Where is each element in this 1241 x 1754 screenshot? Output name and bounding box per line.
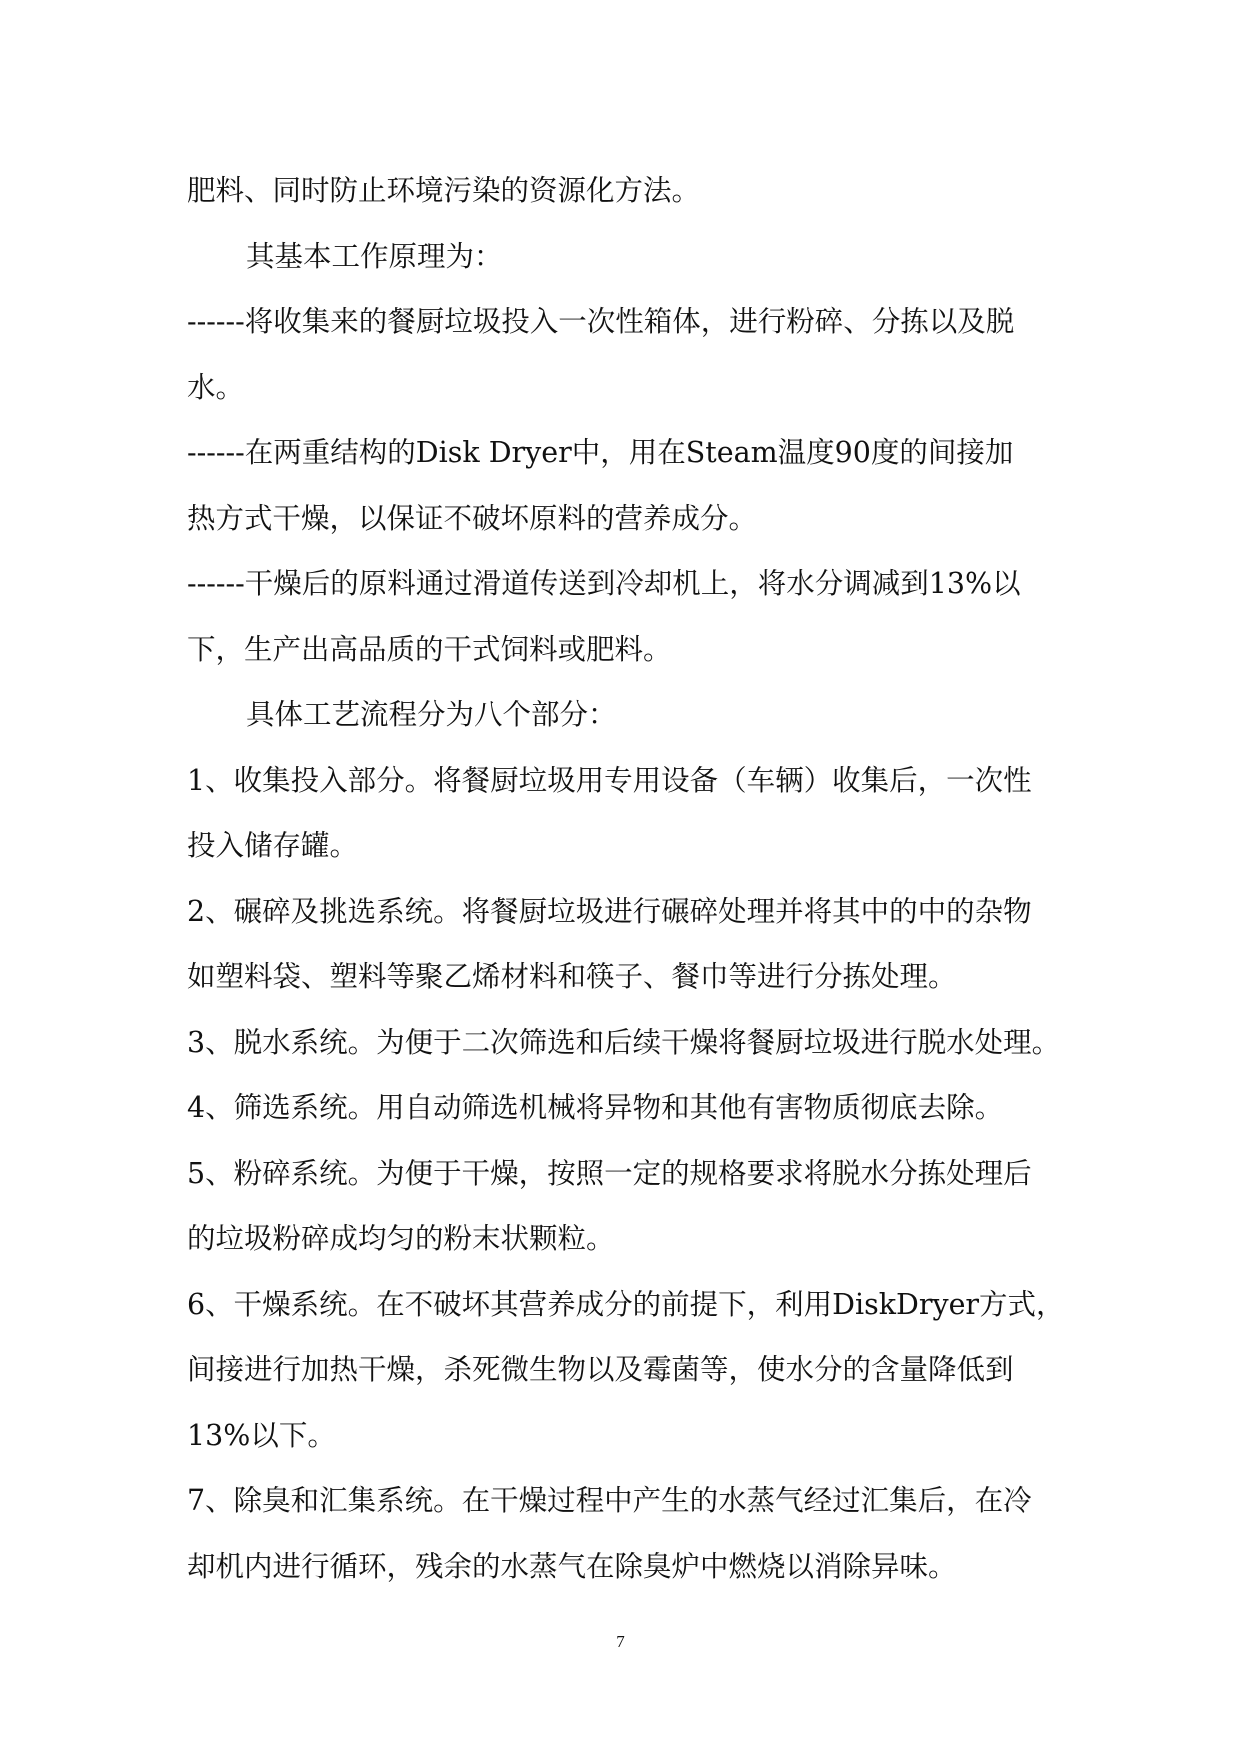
text-line: 13%以下。 (187, 1418, 336, 1452)
text-line: 3、脱水系统。为便于二次筛选和后续干燥将餐厨垃圾进行脱水处理。 (187, 1025, 1061, 1059)
text-line: 却机内进行循环，残余的水蒸气在除臭炉中燃烧以消除异味。 (187, 1549, 957, 1583)
text-line: 的垃圾粉碎成均匀的粉末状颗粒。 (187, 1222, 615, 1255)
text-line: 如塑料袋、塑料等聚乙烯材料和筷子、餐巾等进行分拣处理。 (187, 960, 957, 993)
page-number: 7 (616, 1632, 625, 1651)
document-body (187, 158, 1065, 1599)
text-line: ------干燥后的原料通过滑道传送到冷却机上，将水分调减到13%以 (187, 567, 1021, 600)
text-line: 其基本工作原理为： (246, 239, 503, 273)
text-line: 1、收集投入部分。将餐厨垃圾用专用设备（车辆）收集后，一次性 (187, 763, 1032, 797)
text-line: 具体工艺流程分为八个部分： (246, 698, 617, 731)
text-line: 肥料、同时防止环境污染的资源化方法。 (187, 174, 701, 207)
text-line: 6、干燥系统。在不破坏其营养成分的前提下，利用DiskDryer方式， (187, 1287, 1065, 1321)
text-line: 下，生产出高品质的干式饲料或肥料。 (187, 632, 672, 666)
text-line: 热方式干燥，以保证不破坏原料的营养成分。 (187, 501, 758, 535)
text-line: 5、粉碎系统。为便于干燥，按照一定的规格要求将脱水分拣处理后 (187, 1156, 1032, 1190)
text-line: ------在两重结构的Disk Dryer中，用在Steam温度90度的间接加 (187, 436, 1014, 469)
text-line: 4、筛选系统。用自动筛选机械将异物和其他有害物质彻底去除。 (187, 1091, 1004, 1124)
text-line: 间接进行加热干燥，杀死微生物以及霉菌等，使水分的含量降低到 (187, 1353, 1014, 1386)
text-line: 投入储存罐。 (187, 829, 359, 862)
text-line: ------将收集来的餐厨垃圾投入一次性箱体，进行粉碎、分拣以及脱 (187, 305, 1015, 338)
text-line: 水。 (187, 370, 245, 404)
text-line: 2、碾碎及挑选系统。将餐厨垃圾进行碾碎处理并将其中的中的杂物 (187, 894, 1032, 928)
text-line: 7、除臭和汇集系统。在干燥过程中产生的水蒸气经过汇集后，在冷 (187, 1484, 1032, 1517)
